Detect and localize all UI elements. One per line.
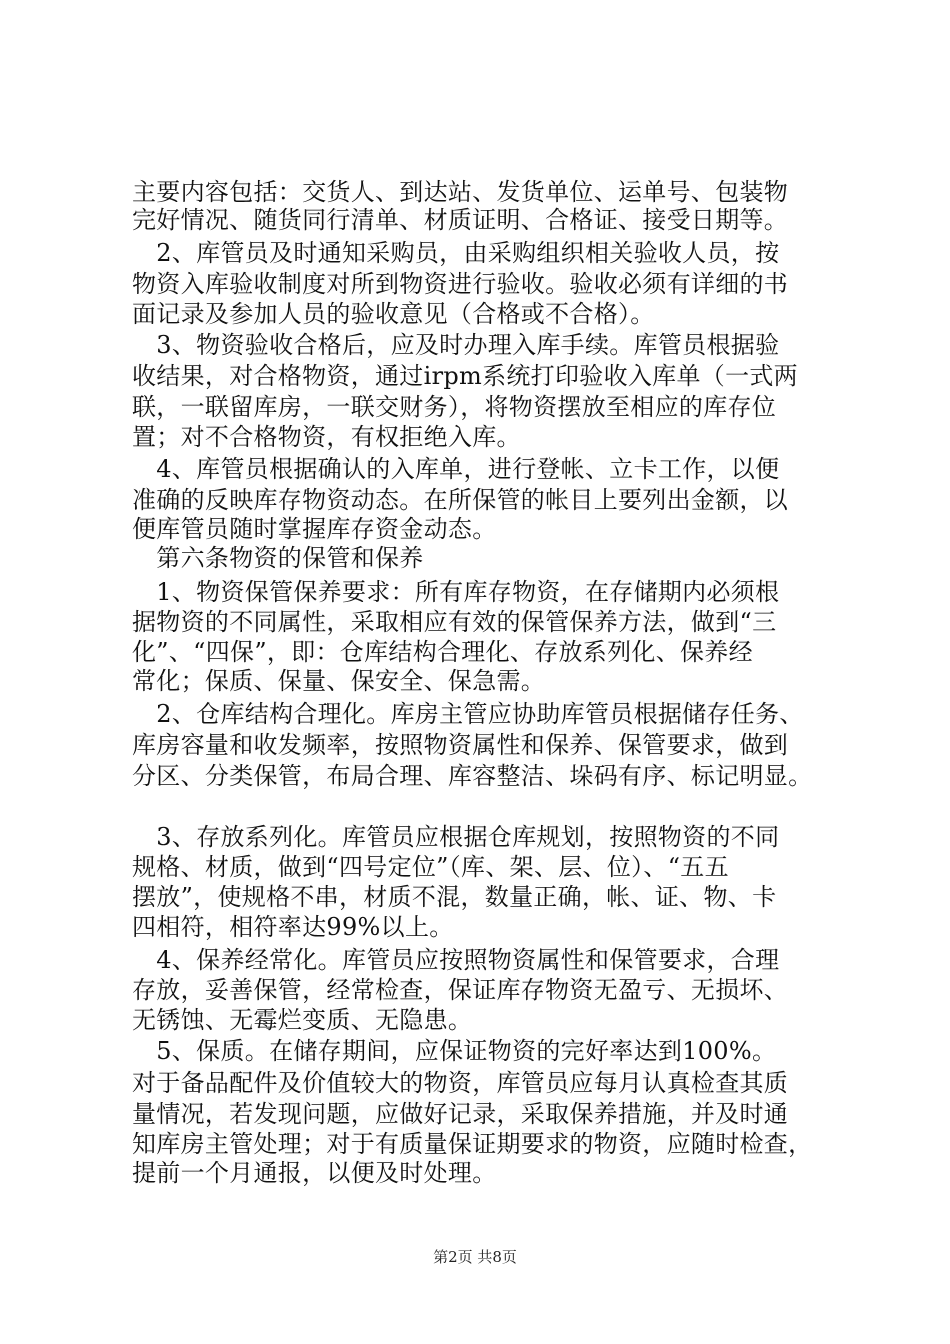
text-line: 化”、“四保”，即：仓库结构合理化、存放系列化、保养经: [132, 638, 753, 666]
text-line: 3、存放系列化。库管员应根据仓库规划，按照物资的不同: [132, 823, 780, 851]
text-line: 1、物资保管保养要求：所有库存物资，在存储期内必须根: [132, 578, 780, 606]
text-line: 3、物资验收合格后，应及时办理入库手续。库管员根据验: [132, 331, 780, 359]
section-heading: 第六条物资的保管和保养: [132, 544, 424, 572]
text-line: 摆放”，使规格不串，材质不混，数量正确，帐、证、物、卡: [132, 883, 777, 911]
text-line: 2、仓库结构合理化。库房主管应协助库管员根据储存任务、: [132, 700, 804, 728]
text-line: 分区、分类保管，布局合理、库容整洁、垛码有序、标记明显。: [132, 762, 813, 790]
text-line: 物资入库验收制度对所到物资进行验收。验收必须有详细的书: [132, 270, 789, 298]
page-number: 第2页 共8页: [433, 1248, 517, 1266]
text-line: 联，一联留库房，一联交财务），将物资摆放至相应的库存位: [132, 393, 777, 421]
text-line: 收结果，对合格物资，通过irpm系统打印验收入库单（一式两: [132, 362, 798, 390]
text-line: 知库房主管处理；对于有质量保证期要求的物资，应随时检查，: [132, 1130, 813, 1158]
text-line: 常化；保质、保量、保安全、保急需。: [132, 667, 546, 695]
text-line: 提前一个月通报，以便及时处理。: [132, 1159, 497, 1187]
text-line: 主要内容包括：交货人、到达站、发货单位、运单号、包装物: [132, 178, 789, 206]
text-line: 4、库管员根据确认的入库单，进行登帐、立卡工作，以便: [132, 455, 780, 483]
text-line: 据物资的不同属性，采取相应有效的保管保养方法，做到“三: [132, 608, 777, 636]
text-line: 4、保养经常化。库管员应按照物资属性和保管要求，合理: [132, 946, 780, 974]
text-line: 完好情况、随货同行清单、材质证明、合格证、接受日期等。: [132, 206, 789, 234]
text-line: 2、库管员及时通知采购员，由采购组织相关验收人员，按: [132, 239, 780, 267]
text-line: 置；对不合格物资，有权拒绝入库。: [132, 423, 521, 451]
text-line: 5、保质。在储存期间，应保证物资的完好率达到100%。: [132, 1037, 777, 1065]
text-line: 四相符，相符率达99%以上。: [132, 913, 454, 941]
text-line: 规格、材质，做到“四号定位”（库、架、层、位）、“五五: [132, 853, 729, 881]
text-line: 面记录及参加人员的验收意见（合格或不合格）。: [132, 300, 655, 328]
text-line: 存放，妥善保管，经常检查，保证库存物资无盈亏、无损坏、: [132, 976, 789, 1004]
text-line: 库房容量和收发频率，按照物资属性和保养、保管要求，做到: [132, 731, 789, 759]
text-line: 无锈蚀、无霉烂变质、无隐患。: [132, 1006, 473, 1034]
text-line: 便库管员随时掌握库存资金动态。: [132, 515, 497, 543]
text-line: 量情况，若发现问题，应做好记录，采取保养措施，并及时通: [132, 1100, 789, 1128]
text-line: 对于备品配件及价值较大的物资，库管员应每月认真检查其质: [132, 1069, 789, 1097]
text-line: 准确的反映库存物资动态。在所保管的帐目上要列出金额，以: [132, 486, 789, 514]
